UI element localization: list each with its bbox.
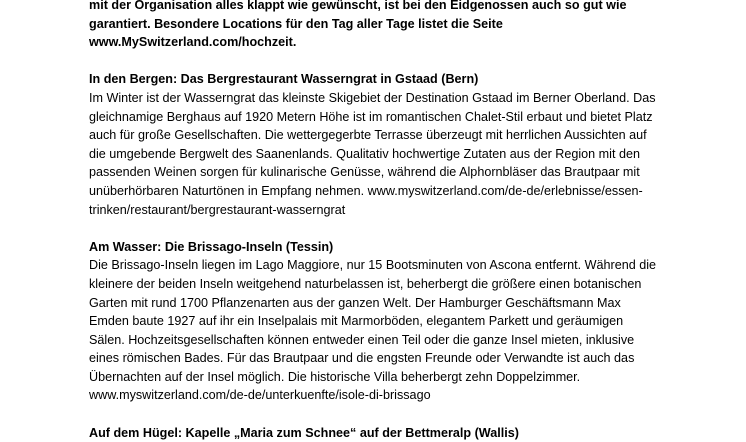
body-line: Im Winter ist der Wasserngrat das kleinste Skigebiet der Destination Gstaad im Berner Oberland. Das [89, 90, 656, 105]
body-line: eines römischen Bades. Für das Brautpaar und die engsten Freunde oder Verwandte ist auch das [89, 351, 635, 366]
body-line: Garten mit rund 1700 Pflanzenarten aus der ganzen Welt. Der Hamburger Geschäftsmann Max [89, 295, 621, 310]
intro-line: mit der Organisation alles klappt wie gewünscht, ist bei den Eidgenossen auch so gut wie [89, 0, 627, 12]
body-line: auch für große Gesellschaften. Die wettergegerbte Terrasse überzeugt mit herrlichen Aussichten auf [89, 128, 647, 143]
intro-paragraph [89, 0, 739, 52]
section-heading: In den Bergen: Das Bergrestaurant Wasserngrat in Gstaad (Bern) [89, 72, 479, 87]
body-line: www.myswitzerland.com/de-de/unterkuenfte/isole-di-brissago [89, 388, 431, 403]
intro-line: garantiert. Besondere Locations für den Tag aller Tage listet die Seite [89, 16, 503, 31]
body-line: Sälen. Hochzeitsgesellschaften können entweder einen Teil oder die ganze Insel mieten, inklusive [89, 332, 635, 347]
intro-line: www.MySwitzerland.com/hochzeit. [89, 35, 297, 50]
body-line: unüberhörbaren Naturtönen in Empfang nehmen. www.myswitzerland.com/de-de/erlebnisse/essen- [89, 183, 643, 198]
section-heading: Auf dem Hügel: Kapelle „Maria zum Schnee“ auf der Bettmeralp (Wallis) [89, 425, 519, 440]
body-line: kleinere der beiden Inseln weitgehend naturbelassen ist, beherbergt die größere einen botanischen [89, 276, 642, 291]
body-line: gleichnamige Berghaus auf 1920 Metern Höhe ist im romantischen Chalet-Stil erbaut und bietet Platz [89, 109, 653, 124]
document-page [89, 0, 739, 442]
section-heading: Am Wasser: Die Brissago-Inseln (Tessin) [89, 239, 334, 254]
paragraph-gap [89, 405, 739, 424]
body-line: Die Brissago-Inseln liegen im Lago Maggiore, nur 15 Bootsminuten von Ascona entfernt. Während die [89, 258, 657, 273]
body-line: passenden Weinen sorgen für kulinarische Genüsse, während die Alphornbläser das Brautpaar mit [89, 165, 640, 180]
section-hill [89, 424, 739, 442]
body-line: die umgebende Bergwelt des Saanenlands. Qualitativ hochwertige Zutaten aus der Region mit den [89, 146, 640, 161]
section-mountains [89, 70, 739, 219]
body-line: trinken/restaurant/bergrestaurant-wasserngrat [89, 202, 346, 217]
paragraph-gap [89, 219, 739, 238]
paragraph-gap [89, 52, 739, 71]
section-water [89, 238, 739, 405]
body-line: Übernachten auf der Insel möglich. Die historische Villa beherbergt zehn Doppelzimmer. [89, 369, 581, 384]
body-line: Emden baute 1927 auf ihr ein Inselpalais mit Marmorböden, elegantem Parkett und geräumigen [89, 314, 624, 329]
